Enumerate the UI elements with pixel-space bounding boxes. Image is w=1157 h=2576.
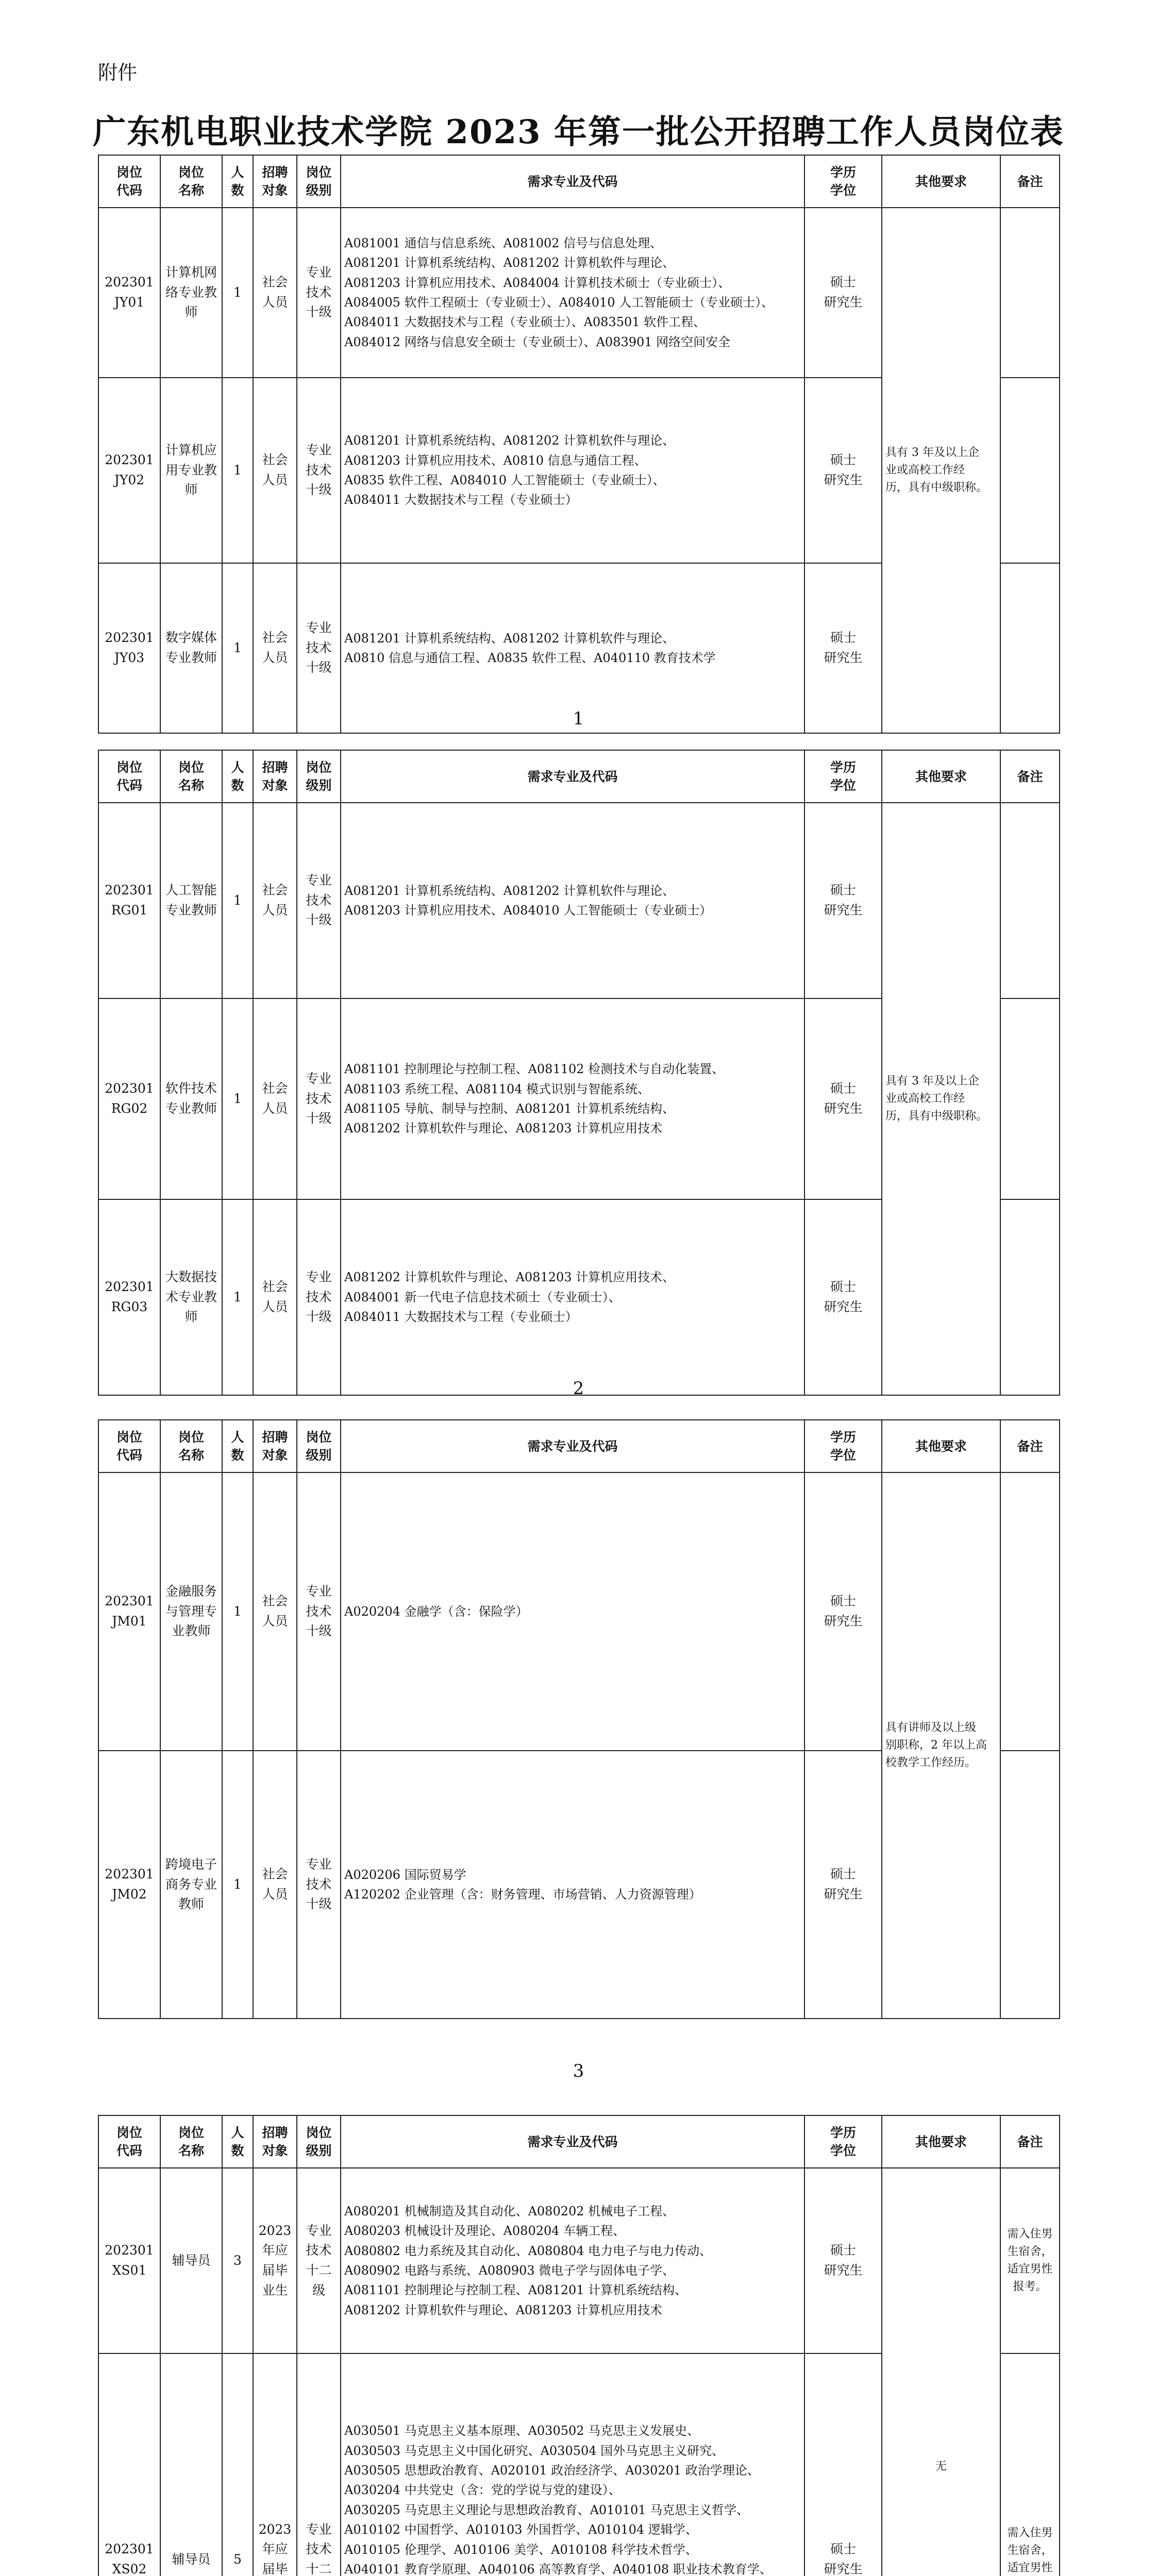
job-major: A081101 控制理论与控制工程、A081102 检测技术与自动化装置、 A081103 系统工程、A081104 模式识别与智能系统、 A081105 导航、制导与控制、A081201 计算机系统结构、 A081202 计算机软件与理论、A081203 计算机应用技术 xyxy=(341,998,804,1199)
job-major: A020206 国际贸易学 A120202 企业管理（含：财务管理、市场营销、人力资源管理） xyxy=(341,1751,804,2019)
job-name: 数字媒体 专业教师 xyxy=(160,563,222,733)
header-remark: 备注 xyxy=(1000,750,1060,803)
header-other: 其他要求 xyxy=(882,750,1000,803)
job-count: 1 xyxy=(222,1751,253,2019)
page-number: 2 xyxy=(573,1378,584,1399)
page-4 xyxy=(98,2115,1059,2576)
job-remark xyxy=(1000,563,1060,733)
header-edu: 学历 学位 xyxy=(804,155,882,208)
job-edu: 硕士 研究生 xyxy=(804,803,882,998)
header-target: 招聘 对象 xyxy=(253,155,297,208)
header-count: 人数 xyxy=(222,2115,253,2168)
header-code: 岗位 代码 xyxy=(98,2115,160,2168)
jobs-table xyxy=(98,750,1060,1396)
job-remark xyxy=(1000,998,1060,1199)
header-level: 岗位 级别 xyxy=(297,155,341,208)
job-major: A020204 金融学（含：保险学） xyxy=(341,1472,804,1751)
header-edu: 学历 学位 xyxy=(804,1420,882,1472)
job-remark xyxy=(1000,1472,1060,1751)
job-edu: 硕士 研究生 xyxy=(804,1751,882,2019)
header-level: 岗位 级别 xyxy=(297,750,341,803)
table-row xyxy=(98,803,1060,998)
job-count: 1 xyxy=(222,803,253,998)
job-target: 2023 年应 届毕 xyxy=(253,2353,297,2576)
job-edu: 硕士 研究生 xyxy=(804,998,882,1199)
job-count: 1 xyxy=(222,998,253,1199)
header-name: 岗位 名称 xyxy=(160,1420,222,1472)
header-code: 岗位 代码 xyxy=(98,1420,160,1472)
job-level: 专业 技术 十级 xyxy=(297,1751,341,2019)
jobs-table xyxy=(98,1419,1060,2019)
job-code: 202301 JY03 xyxy=(98,563,160,733)
job-count: 3 xyxy=(222,2168,253,2353)
header-level: 岗位 级别 xyxy=(297,2115,341,2168)
job-remark xyxy=(1000,378,1060,563)
jobs-table xyxy=(98,155,1060,734)
job-target: 社会 人员 xyxy=(253,378,297,563)
header-edu: 学历 学位 xyxy=(804,2115,882,2168)
job-remark: 需入住男 生宿舍， 适宜男性 xyxy=(1000,2353,1060,2576)
job-count: 1 xyxy=(222,563,253,733)
job-edu: 硕士 研究生 xyxy=(804,378,882,563)
header-major: 需求专业及代码 xyxy=(341,155,804,208)
job-edu: 硕士 研究生 xyxy=(804,208,882,378)
job-major: A030501 马克思主义基本原理、A030502 马克思主义发展史、 A030503 马克思主义中国化研究、A030504 国外马克思主义研究、 A030505 思想政治教育、A020101 政治经济学、A030201 政治学理论、 A030204 中共党史（含：党的学说与党的建设）、 A030205 马克思主义理论与思想政治教育、A010101 马克思主义哲学、 A010102 中国哲学、A010103 外国哲学、A010104 逻辑学、 A010105 伦理学、A010106 美学、A010108 科学技术哲学、 A040101 教育学原理、A040106 高等教育学、A040108 职业技术教育学、 xyxy=(341,2353,804,2576)
job-count: 1 xyxy=(222,208,253,378)
job-level: 专业 技术 十级 xyxy=(297,1472,341,1751)
job-code: 202301 JM01 xyxy=(98,1472,160,1751)
page-2 xyxy=(98,750,1059,1368)
jobs-table xyxy=(98,2115,1060,2576)
header-other: 其他要求 xyxy=(882,1420,1000,1472)
header-name: 岗位 名称 xyxy=(160,155,222,208)
header-remark: 备注 xyxy=(1000,155,1060,208)
job-edu: 硕士 研究生 xyxy=(804,563,882,733)
header-other: 其他要求 xyxy=(882,2115,1000,2168)
header-target: 招聘 对象 xyxy=(253,2115,297,2168)
job-major: A081001 通信与信息系统、A081002 信号与信息处理、 A081201 计算机系统结构、A081202 计算机软件与理论、 A081203 计算机应用技术、A084004 计算机技术硕士（专业硕士）、 A084005 软件工程硕士（专业硕士）、A084010 人工智能硕士（专业硕士）、 A084011 大数据技术与工程（专业硕士）、A083501 软件工程、 A084012 网络与信息安全硕士（专业硕士）、A083901 网络空间安全 xyxy=(341,208,804,378)
header-code: 岗位 代码 xyxy=(98,750,160,803)
job-code: 202301 XS01 xyxy=(98,2168,160,2353)
job-level: 专业 技术 十级 xyxy=(297,563,341,733)
job-name: 辅导员 xyxy=(160,2168,222,2353)
job-other-requirement: 具有 3 年及以上企 业或高校工作经 历，具有中级职称。 xyxy=(882,208,1000,733)
header-level: 岗位 级别 xyxy=(297,1420,341,1472)
job-code: 202301 JY01 xyxy=(98,208,160,378)
table-row xyxy=(98,2168,1060,2353)
header-edu: 学历 学位 xyxy=(804,750,882,803)
header-major: 需求专业及代码 xyxy=(341,2115,804,2168)
header-remark: 备注 xyxy=(1000,1420,1060,1472)
page-number: 1 xyxy=(573,708,584,729)
job-name: 金融服务 与管理专 业教师 xyxy=(160,1472,222,1751)
job-name: 大数据技 术专业教 师 xyxy=(160,1199,222,1395)
job-count: 1 xyxy=(222,1472,253,1751)
job-target: 2023 年应 届毕 业生 xyxy=(253,2168,297,2353)
header-code: 岗位 代码 xyxy=(98,155,160,208)
job-name: 跨境电子 商务专业 教师 xyxy=(160,1751,222,2019)
page-number: 3 xyxy=(573,2061,584,2081)
job-level: 专业 技术 十二 级 xyxy=(297,2168,341,2353)
job-other-requirement: 具有 3 年及以上企 业或高校工作经 历，具有中级职称。 xyxy=(882,803,1000,1395)
header-major: 需求专业及代码 xyxy=(341,1420,804,1472)
job-target: 社会 人员 xyxy=(253,208,297,378)
job-name: 人工智能 专业教师 xyxy=(160,803,222,998)
header-name: 岗位 名称 xyxy=(160,2115,222,2168)
page-3 xyxy=(98,1419,1059,2022)
job-level: 专业 技术 十级 xyxy=(297,378,341,563)
job-target: 社会 人员 xyxy=(253,563,297,733)
header-count: 人数 xyxy=(222,1420,253,1472)
job-count: 5 xyxy=(222,2353,253,2576)
header-target: 招聘 对象 xyxy=(253,750,297,803)
job-other-requirement: 具有讲师及以上级 别职称，2 年以上高 校教学工作经历。 xyxy=(882,1472,1000,2019)
header-count: 人数 xyxy=(222,750,253,803)
job-other-requirement: 无 xyxy=(882,2168,1000,2576)
job-edu: 硕士 研究生 xyxy=(804,1472,882,1751)
table-row xyxy=(98,208,1060,378)
attachment-label: 附件 xyxy=(98,61,138,84)
job-code: 202301 RG03 xyxy=(98,1199,160,1395)
job-code: 202301 JM02 xyxy=(98,1751,160,2019)
document-title: 广东机电职业技术学院 2023 年第一批公开招聘工作人员岗位表 xyxy=(93,113,1064,151)
job-edu: 硕士 研究生 xyxy=(804,1199,882,1395)
job-name: 软件技术 专业教师 xyxy=(160,998,222,1199)
job-level: 专业 技术 十级 xyxy=(297,803,341,998)
job-major: A080201 机械制造及其自动化、A080202 机械电子工程、 A080203 机械设计及理论、A080204 车辆工程、 A080802 电力系统及其自动化、A080804 电力电子与电力传动、 A080902 电路与系统、A080903 微电子学与固体电子学、 A081101 控制理论与控制工程、A081201 计算机系统结构、 A081202 计算机软件与理论、A081203 计算机应用技术 xyxy=(341,2168,804,2353)
job-target: 社会 人员 xyxy=(253,1751,297,2019)
header-count: 人数 xyxy=(222,155,253,208)
job-level: 专业 技术 十级 xyxy=(297,208,341,378)
header-other: 其他要求 xyxy=(882,155,1000,208)
job-count: 1 xyxy=(222,1199,253,1395)
job-level: 专业 技术 十级 xyxy=(297,998,341,1199)
job-remark xyxy=(1000,1199,1060,1395)
job-code: 202301 RG01 xyxy=(98,803,160,998)
job-edu: 硕士 研究生 xyxy=(804,2168,882,2353)
table-row xyxy=(98,1472,1060,1751)
job-level: 专业 技术 十二 xyxy=(297,2353,341,2576)
job-remark xyxy=(1000,208,1060,378)
job-target: 社会 人员 xyxy=(253,1472,297,1751)
job-level: 专业 技术 十级 xyxy=(297,1199,341,1395)
header-target: 招聘 对象 xyxy=(253,1420,297,1472)
job-remark xyxy=(1000,1751,1060,2019)
job-major: A081201 计算机系统结构、A081202 计算机软件与理论、 A0810 信息与通信工程、A0835 软件工程、A040110 教育技术学 xyxy=(341,563,804,733)
job-remark: 需入住男 生宿舍， 适宜男性 报考。 xyxy=(1000,2168,1060,2353)
job-target: 社会 人员 xyxy=(253,803,297,998)
job-major: A081202 计算机软件与理论、A081203 计算机应用技术、 A084001 新一代电子信息技术硕士（专业硕士）、 A084011 大数据技术与工程（专业硕士） xyxy=(341,1199,804,1395)
header-remark: 备注 xyxy=(1000,2115,1060,2168)
header-major: 需求专业及代码 xyxy=(341,750,804,803)
job-count: 1 xyxy=(222,378,253,563)
job-code: 202301 XS02 xyxy=(98,2353,160,2576)
job-target: 社会 人员 xyxy=(253,1199,297,1395)
job-code: 202301 RG02 xyxy=(98,998,160,1199)
job-major: A081201 计算机系统结构、A081202 计算机软件与理论、 A081203 计算机应用技术、A0810 信息与通信工程、 A0835 软件工程、A084010 人工智能硕士（专业硕士）、 A084011 大数据技术与工程（专业硕士） xyxy=(341,378,804,563)
job-major: A081201 计算机系统结构、A081202 计算机软件与理论、 A081203 计算机应用技术、A084010 人工智能硕士（专业硕士） xyxy=(341,803,804,998)
job-edu: 硕士 研究生 xyxy=(804,2353,882,2576)
job-code: 202301 JY02 xyxy=(98,378,160,563)
job-remark xyxy=(1000,803,1060,998)
job-name: 计算机网 络专业教 师 xyxy=(160,208,222,378)
job-name: 计算机应 用专业教 师 xyxy=(160,378,222,563)
job-name: 辅导员 xyxy=(160,2353,222,2576)
page-1 xyxy=(98,155,1059,747)
header-name: 岗位 名称 xyxy=(160,750,222,803)
job-target: 社会 人员 xyxy=(253,998,297,1199)
